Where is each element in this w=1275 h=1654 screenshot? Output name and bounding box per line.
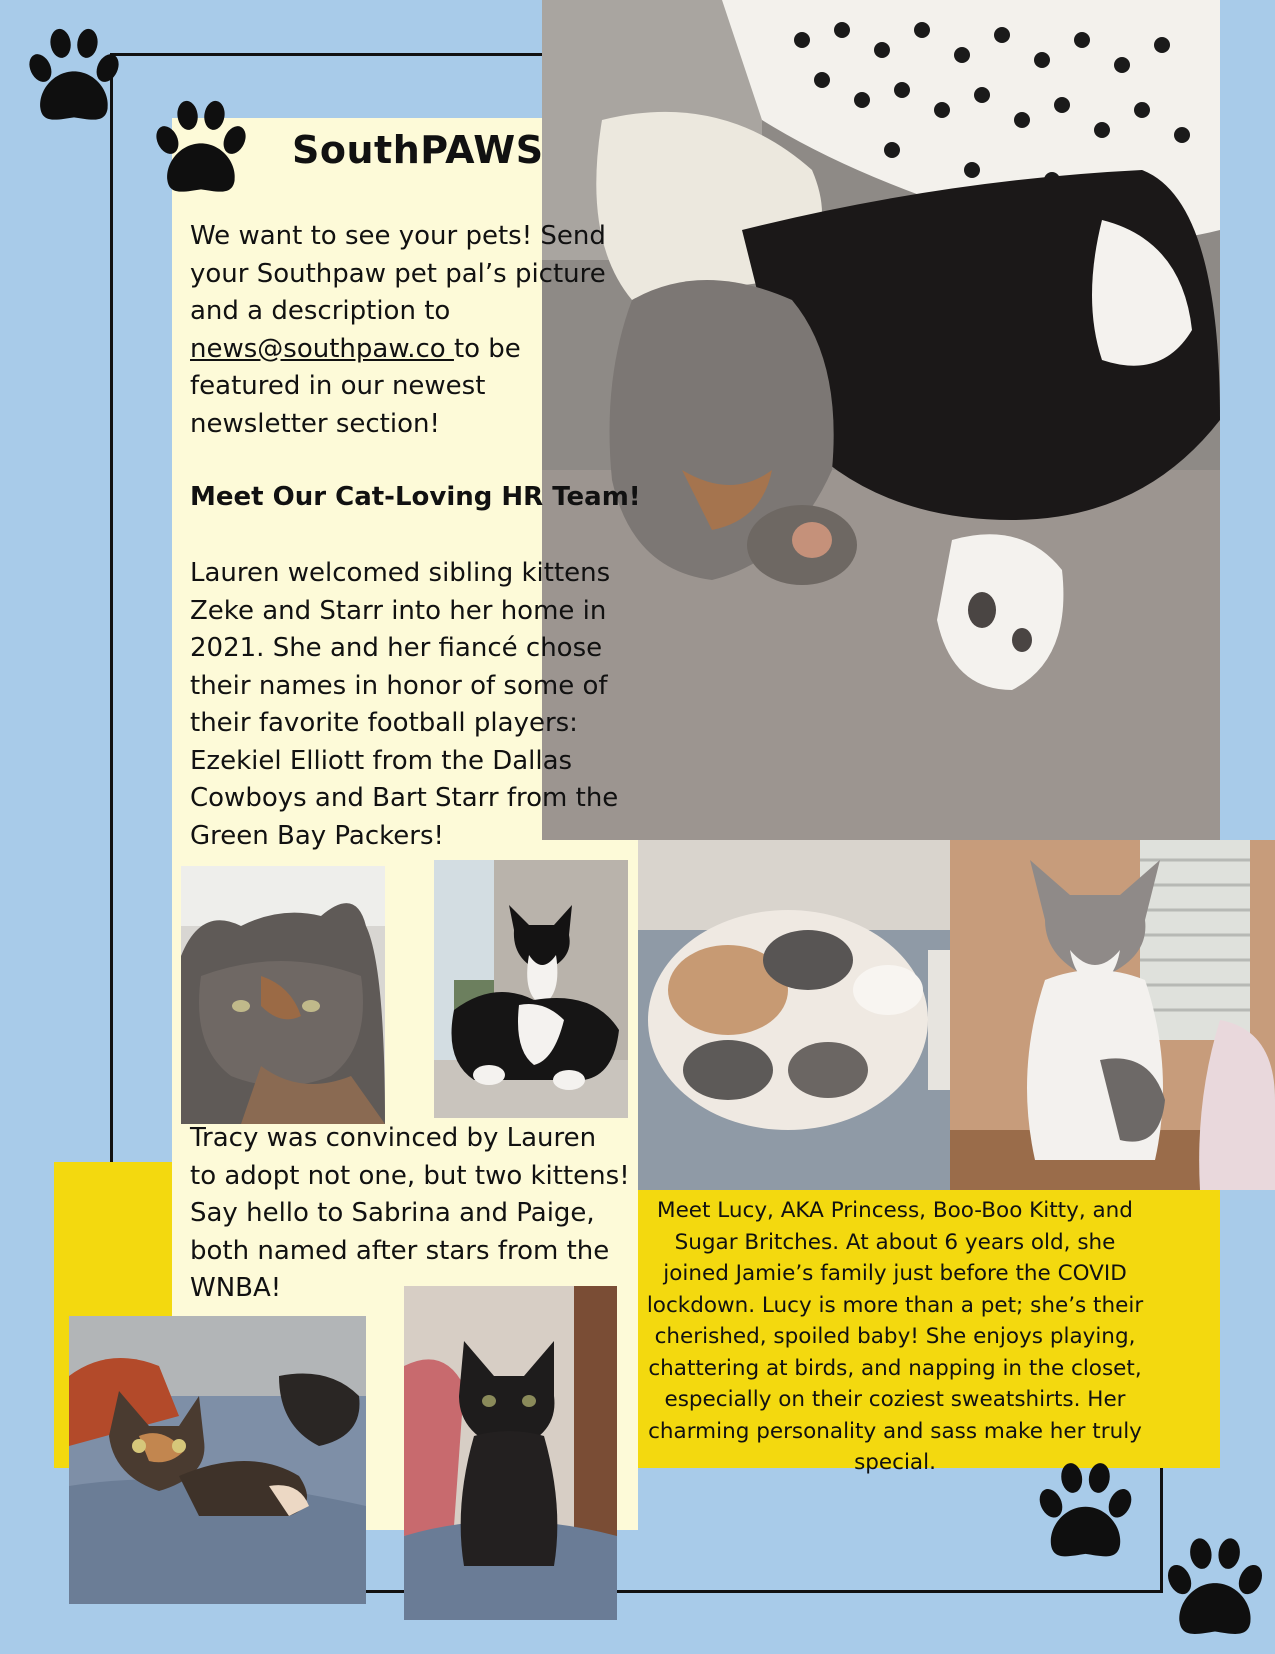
intro-text: We want to see your pets! Send your Southpaw pet pal’s picture and a description to bbox=[190, 221, 606, 326]
photo-starr bbox=[434, 860, 628, 1118]
photo-zeke-and-starr-sleeping bbox=[542, 0, 1220, 840]
photo-zeke bbox=[181, 866, 385, 1124]
section-heading: Meet Our Cat-Loving HR Team! bbox=[190, 482, 641, 512]
photo-sabrina-kitten bbox=[69, 1316, 366, 1604]
lucy-caption: Meet Lucy, AKA Princess, Boo-Boo Kitty, and Sugar Britches. At about 6 years old, she joined Jamie’s family just before the COVID lockdown. Lucy is more than a pet; she’s their cherished, spoiled baby! She enjoys playing, chattering at birds, and napping in the closet, especially on their coziest sweatshirts. Her charming personality and sass make her truly special. bbox=[646, 1198, 1144, 1475]
photo-paige-kitten bbox=[404, 1286, 617, 1620]
photo-lucy-sitting bbox=[950, 840, 1275, 1190]
paw-print-icon bbox=[145, 90, 257, 208]
photo-lucy-curled bbox=[638, 840, 950, 1190]
paw-print-icon bbox=[1156, 1528, 1274, 1650]
email-link[interactable]: news@southpaw.co bbox=[190, 333, 454, 364]
paw-print-icon bbox=[18, 18, 130, 136]
page-title: SouthPAWS bbox=[292, 128, 544, 172]
intro-text-end: to be featured in our newest newsletter section! bbox=[190, 333, 521, 439]
tracy-story: Tracy was convinced by Lauren to adopt not one, but two kittens! Say hello to Sabrina and Paige, both named after stars from the WNBA! bbox=[190, 1123, 630, 1303]
intro-paragraph bbox=[190, 218, 630, 443]
frame-top-line bbox=[110, 53, 542, 56]
lauren-story: Lauren welcomed sibling kittens Zeke and Starr into her home in 2021. She and her fiancé chose their names in honor of some of their favorite football players: Ezekiel Elliott from the Dallas Cowboys and Bart Starr from the Green Bay Packers! bbox=[190, 558, 619, 851]
